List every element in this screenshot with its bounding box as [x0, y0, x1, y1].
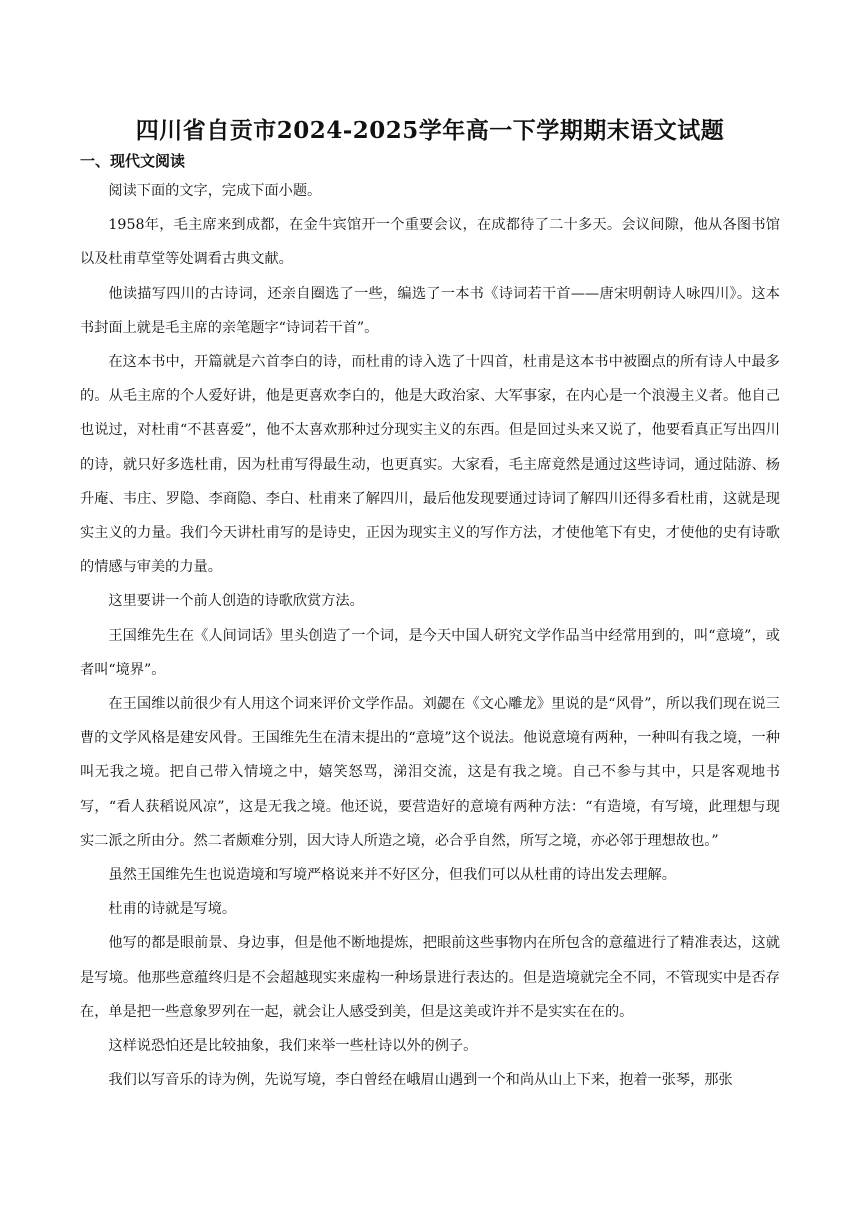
body-paragraph: 这样说恐怕还是比较抽象，我们来举一些杜诗以外的例子。	[108, 1038, 478, 1055]
body-paragraph: 他写的都是眼前景、身边事，但是他不断地提炼，把眼前这些事物内在所包含的意蕴进行了精准表达，这就是写境。他那些意蕴终归是不会超越现实来虚构一种场景进行表达的。但是造境就完全不同，不管现实中是否存在，单是把一些意象罗列在一起，就会让人感受到美，但是这美或许并不是实实在在的。	[80, 935, 780, 1020]
body-paragraph: 王国维先生在《人间词话》里头创造了一个词，是今天中国人研究文学作品当中经常用到的，叫“意境”，或者叫“境界”。	[80, 627, 780, 678]
article-body	[80, 174, 780, 1097]
body-paragraph: 这里要讲一个前人创造的诗歌欣赏方法。	[108, 593, 364, 610]
body-paragraph: 在王国维以前很少有人用这个词来评价文学作品。刘勰在《文心雕龙》里说的是“风骨”，所以我们现在说三曹的文学风格是建安风骨。王国维先生在清末提出的“意境”这个说法。他说意境有两种，一种叫有我之境，一种叫无我之境。把自己带入情境之中，嬉笑怒骂，涕泪交流，这是有我之境。自己不参与其中，只是客观地书写，“看人获稻说风凉”，这是无我之境。他还说，要营造好的意境有两种方法：“有造境，有写境，此理想与现实二派之所由分。然二者颇难分别，因大诗人所造之境，必合乎自然，所写之境，亦必邻于理想故也。”	[80, 696, 780, 849]
body-paragraph: 在这本书中，开篇就是六首李白的诗，而杜甫的诗入选了十四首，杜甫是这本书中被圈点的所有诗人中最多的。从毛主席的个人爱好讲，他是更喜欢李白的，他是大政治家、大军事家，在内心是一个浪漫主义者。他自己也说过，对杜甫“不甚喜爱”，他不太喜欢那种过分现实主义的东西。但是回过头来又说了，他要看真正写出四川的诗，就只好多选杜甫，因为杜甫写得最生动，也更真实。大家看，毛主席竟然是通过这些诗词，通过陆游、杨升庵、韦庄、罗隐、李商隐、李白、杜甫来了解四川，最后他发现要通过诗词了解四川还得多看杜甫，这就是现实主义的力量。我们今天讲杜甫写的是诗史，正因为现实主义的写作方法，才使他笔下有史，才使他的史有诗歌的情感与审美的力量。	[80, 354, 780, 576]
body-paragraph: 虽然王国维先生也说造境和写境严格说来并不好区分，但我们可以从杜甫的诗出发去理解。	[108, 867, 676, 884]
instruction-paragraph: 阅读下面的文字，完成下面小题。	[108, 183, 322, 199]
document-title: 四川省自贡市2024-2025学年高一下学期期末语文试题	[135, 117, 725, 144]
body-paragraph: 我们以写音乐的诗为例，先说写境，李白曾经在峨眉山遇到一个和尚从山上下来，抱着一张琴，那张	[108, 1072, 733, 1089]
body-paragraph: 1958年，毛主席来到成都，在金牛宾馆开一个重要会议，在成都待了二十多天。会议间隙，他从各图书馆以及杜甫草堂等处调看古典文献。	[80, 217, 780, 268]
section-heading: 一、现代文阅读	[80, 152, 186, 170]
body-paragraph: 杜甫的诗就是写境。	[108, 901, 237, 918]
body-paragraph: 他读描写四川的古诗词，还亲自圈选了一些，编选了一本书《诗词若干首——唐宋明朝诗人咏四川》。这本书封面上就是毛主席的亲笔题字“诗词若干首”。	[80, 285, 780, 336]
